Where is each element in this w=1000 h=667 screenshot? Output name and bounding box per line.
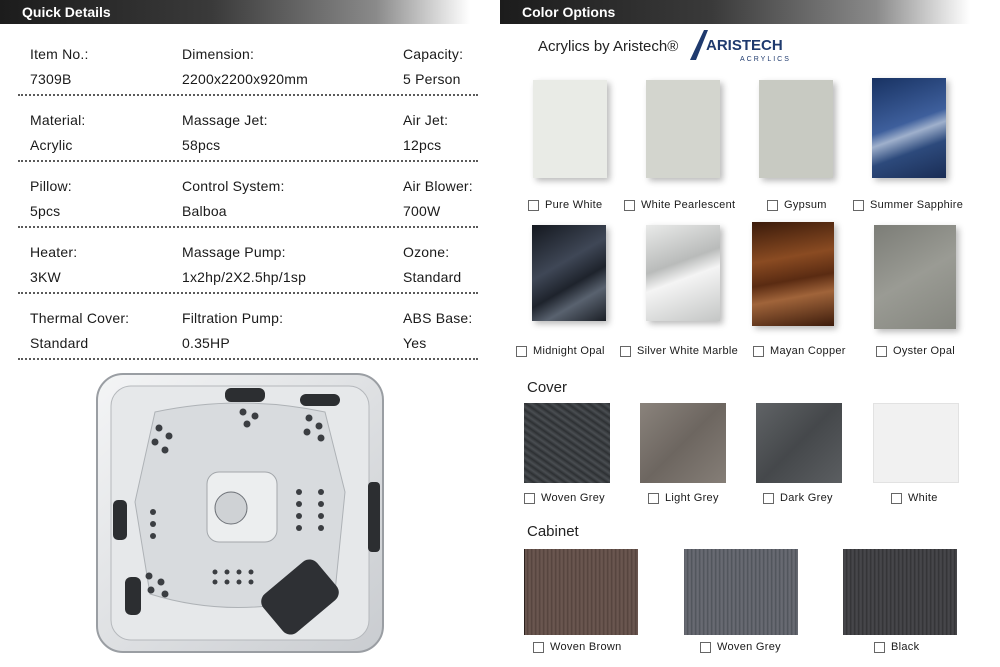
option-label: Silver White Marble [637,345,739,357]
acrylics-title: Acrylics by Aristech® [538,38,679,55]
swatch-cabinet-woven-grey [684,549,798,635]
checkbox[interactable] [620,346,631,357]
option-summer-sapphire[interactable] [853,199,963,211]
option-label: Pure White [545,199,603,211]
spec-row [18,162,478,228]
option-label: Gypsum [784,199,827,211]
spec-value: 5pcs [30,203,61,219]
spec-value: Standard [30,335,89,351]
option-label: Oyster Opal [893,345,955,357]
checkbox[interactable] [753,346,764,357]
checkbox[interactable] [891,493,902,504]
spec-label: Material: [30,112,86,128]
spec-value: Standard [403,269,462,285]
checkbox[interactable] [516,346,527,357]
swatch-midnight-opal [532,225,606,321]
spec-label: Thermal Cover: [30,310,130,326]
spec-label: Item No.: [30,46,89,62]
option-cabinet-woven-grey[interactable] [700,641,781,653]
swatch-white-pearlescent [646,80,720,178]
spec-value: 7309B [30,71,72,87]
option-midnight-opal[interactable] [516,345,605,357]
checkbox[interactable] [528,200,539,211]
spec-label: Pillow: [30,178,72,194]
option-cover-woven-grey[interactable] [524,492,605,504]
option-label: Woven Grey [541,492,605,504]
spec-label: ABS Base: [403,310,473,326]
spec-value: 58pcs [182,137,221,153]
option-pure-white[interactable] [528,199,602,211]
spec-label: Control System: [182,178,285,194]
checkbox[interactable] [874,642,885,653]
option-label: Mayan Copper [770,345,846,357]
option-cover-light-grey[interactable] [648,492,719,504]
swatch-cabinet-woven-brown [524,549,638,635]
swatch-mayan-copper [752,222,834,326]
spec-label: Massage Jet: [182,112,268,128]
spec-label: Air Jet: [403,112,449,128]
spec-label: Filtration Pump: [182,310,284,326]
spec-row [18,30,478,96]
option-cabinet-black[interactable] [874,641,919,653]
color-options-header: Color Options [500,0,970,24]
spec-value: Balboa [182,203,227,219]
option-gypsum[interactable] [767,199,827,211]
checkbox[interactable] [700,642,711,653]
svg-text:ACRYLICS: ACRYLICS [740,56,791,63]
spec-label: Air Blower: [403,178,473,194]
spec-value: 1x2hp/2X2.5hp/1sp [182,269,307,285]
cabinet-title: Cabinet [527,523,579,540]
option-label: Summer Sapphire [870,199,964,211]
option-label: White [908,492,938,504]
spec-label: Massage Pump: [182,244,286,260]
hot-tub-image [95,372,385,654]
checkbox[interactable] [853,200,864,211]
option-mayan-copper[interactable] [753,345,846,357]
option-label: Light Grey [665,492,719,504]
option-label: Black [891,641,920,653]
spec-label: Capacity: [403,46,464,62]
svg-text:ARISTECH: ARISTECH [706,37,783,54]
checkbox[interactable] [767,200,778,211]
spec-value: 3KW [30,269,61,285]
spec-label: Dimension: [182,46,255,62]
checkbox[interactable] [876,346,887,357]
spec-value: 5 Person [403,71,461,87]
checkbox[interactable] [524,493,535,504]
option-label: Woven Grey [717,641,781,653]
spec-value: 12pcs [403,137,442,153]
spec-label: Heater: [30,244,78,260]
swatch-cabinet-black [843,549,957,635]
option-silver-white-marble[interactable] [620,345,738,357]
aristech-logo [690,28,802,64]
option-label: Midnight Opal [533,345,605,357]
spec-value: 700W [403,203,441,219]
spec-row [18,228,478,294]
spec-row [18,96,478,162]
option-cover-white[interactable] [891,492,938,504]
option-oyster-opal[interactable] [876,345,955,357]
swatch-oyster-opal [874,225,956,329]
swatch-cover-light-grey [640,403,726,483]
swatch-pure-white [533,80,607,178]
spec-label: Ozone: [403,244,450,260]
swatch-cover-dark-grey [756,403,842,483]
spec-row [18,294,478,360]
cover-title: Cover [527,379,568,396]
option-label: Dark Grey [780,492,833,504]
swatch-summer-sapphire [872,78,946,178]
quick-details-header: Quick Details [0,0,470,24]
option-cabinet-woven-brown[interactable] [533,641,622,653]
spec-value: 0.35HP [182,335,230,351]
option-label: White Pearlescent [641,199,736,211]
option-cover-dark-grey[interactable] [763,492,833,504]
checkbox[interactable] [763,493,774,504]
swatch-cover-woven-grey [524,403,610,483]
swatch-gypsum [759,80,833,178]
swatch-cover-white [873,403,959,483]
checkbox[interactable] [624,200,635,211]
checkbox[interactable] [533,642,544,653]
spec-value: 2200x2200x920mm [182,71,308,87]
option-white-pearlescent[interactable] [624,199,735,211]
checkbox[interactable] [648,493,659,504]
option-label: Woven Brown [550,641,622,653]
spec-value: Acrylic [30,137,73,153]
spec-value: Yes [403,335,427,351]
swatch-silver-white-marble [646,225,720,321]
